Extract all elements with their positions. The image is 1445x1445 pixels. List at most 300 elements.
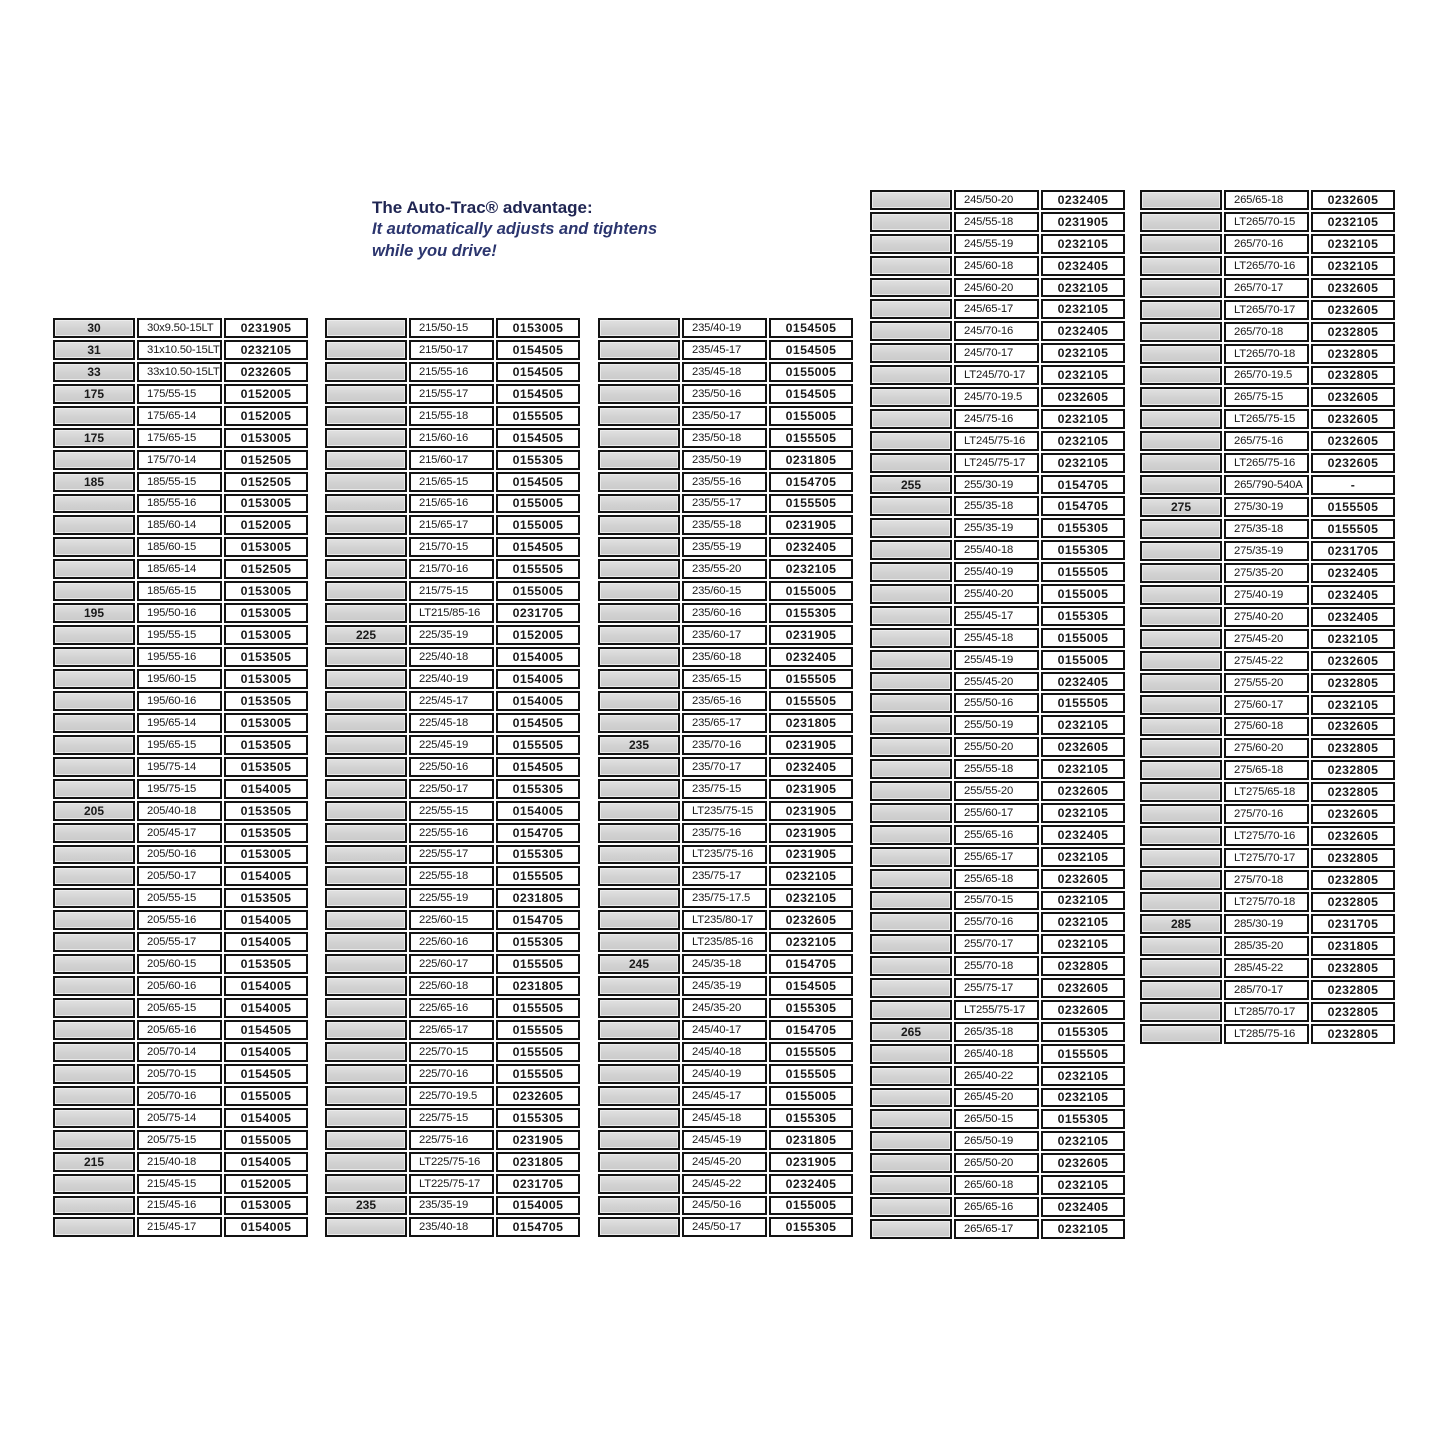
group-cell: 195	[53, 603, 135, 623]
size-cell: 175/65-14	[137, 406, 222, 426]
group-cell	[53, 450, 135, 470]
part-cell: 0155005	[496, 494, 580, 514]
group-cell: 285	[1140, 914, 1222, 934]
size-cell: 245/60-20	[954, 278, 1039, 298]
table-row	[53, 998, 308, 1018]
size-cell: 215/55-16	[409, 362, 494, 382]
table-row	[325, 1196, 580, 1216]
table-row	[325, 1108, 580, 1128]
part-cell: 0153005	[224, 581, 308, 601]
group-cell	[53, 1174, 135, 1194]
part-cell: 0232105	[1041, 343, 1125, 363]
table-row	[598, 1217, 853, 1237]
size-cell: 255/35-18	[954, 496, 1039, 516]
advantage-title: The Auto-Trac® advantage:	[372, 198, 593, 217]
group-cell	[598, 888, 680, 908]
group-cell	[870, 715, 952, 735]
group-cell	[870, 562, 952, 582]
part-cell: 0153505	[224, 647, 308, 667]
group-cell	[870, 1153, 952, 1173]
part-cell: 0232605	[1311, 826, 1395, 846]
size-cell: 245/40-18	[682, 1042, 767, 1062]
group-cell	[325, 910, 407, 930]
part-cell: 0152005	[496, 625, 580, 645]
part-cell: 0154705	[496, 1217, 580, 1237]
group-cell	[1140, 1002, 1222, 1022]
group-cell	[325, 845, 407, 865]
group-cell	[325, 406, 407, 426]
table-row	[870, 190, 1125, 210]
group-cell	[325, 713, 407, 733]
table-row	[598, 779, 853, 799]
group-cell	[1140, 475, 1222, 495]
table-row	[870, 737, 1125, 757]
part-cell: 0232605	[1311, 190, 1395, 210]
size-cell: LT245/75-16	[954, 431, 1039, 451]
table-row	[1140, 892, 1395, 912]
part-cell: 0155305	[769, 998, 853, 1018]
part-cell: 0155305	[1041, 540, 1125, 560]
table-row	[870, 584, 1125, 604]
size-table-3	[598, 318, 853, 1239]
part-cell: 0232605	[1311, 409, 1395, 429]
group-cell	[53, 1130, 135, 1150]
part-cell: 0231905	[769, 735, 853, 755]
part-cell: 0155505	[1041, 693, 1125, 713]
table-row	[325, 954, 580, 974]
part-cell: 0232605	[1311, 431, 1395, 451]
part-cell: 0232105	[1311, 234, 1395, 254]
group-cell	[598, 823, 680, 843]
size-cell: 235/75-17	[682, 866, 767, 886]
part-cell: 0154705	[769, 472, 853, 492]
size-cell: 215/55-18	[409, 406, 494, 426]
size-cell: 265/50-19	[954, 1131, 1039, 1151]
table-row	[325, 559, 580, 579]
table-row	[598, 932, 853, 952]
group-cell	[1140, 344, 1222, 364]
group-cell	[870, 1219, 952, 1239]
size-cell: 275/35-19	[1224, 541, 1309, 561]
part-cell: 0155305	[769, 603, 853, 623]
table-row	[325, 603, 580, 623]
group-cell	[598, 1042, 680, 1062]
table-row	[598, 1086, 853, 1106]
group-cell	[1140, 212, 1222, 232]
table-row	[53, 581, 308, 601]
group-cell	[1140, 366, 1222, 386]
group-cell	[598, 910, 680, 930]
size-cell: 275/70-16	[1224, 804, 1309, 824]
part-cell: 0232105	[1041, 278, 1125, 298]
part-cell: 0154005	[224, 1152, 308, 1172]
table-row	[53, 1064, 308, 1084]
part-cell: -	[1311, 475, 1395, 495]
group-cell	[1140, 387, 1222, 407]
group-cell	[598, 1152, 680, 1172]
group-cell	[870, 912, 952, 932]
size-cell: 195/60-16	[137, 691, 222, 711]
table-row	[870, 453, 1125, 473]
size-cell: 245/45-18	[682, 1108, 767, 1128]
table-row	[53, 801, 308, 821]
group-cell	[53, 494, 135, 514]
group-cell	[1140, 782, 1222, 802]
size-cell: 255/60-17	[954, 803, 1039, 823]
part-cell: 0232805	[1311, 958, 1395, 978]
group-cell	[1140, 190, 1222, 210]
table-row	[53, 954, 308, 974]
table-row	[870, 1175, 1125, 1195]
group-cell	[870, 409, 952, 429]
size-cell: 235/50-17	[682, 406, 767, 426]
size-cell: 265/50-15	[954, 1109, 1039, 1129]
size-cell: 245/75-16	[954, 409, 1039, 429]
group-cell	[53, 1064, 135, 1084]
table-row	[1140, 431, 1395, 451]
size-cell: 235/50-19	[682, 450, 767, 470]
size-cell: 225/40-18	[409, 647, 494, 667]
size-cell: 275/45-20	[1224, 629, 1309, 649]
part-cell: 0155505	[769, 1064, 853, 1084]
group-cell	[53, 976, 135, 996]
group-cell	[870, 453, 952, 473]
part-cell: 0154505	[224, 1020, 308, 1040]
size-cell: 245/60-18	[954, 256, 1039, 276]
part-cell: 0155505	[496, 1020, 580, 1040]
size-cell: LT275/70-17	[1224, 848, 1309, 868]
size-cell: LT275/70-18	[1224, 892, 1309, 912]
table-row	[53, 450, 308, 470]
part-cell: 0232105	[1041, 1131, 1125, 1151]
size-cell: 205/55-16	[137, 910, 222, 930]
table-row	[598, 691, 853, 711]
size-cell: 185/60-15	[137, 537, 222, 557]
group-cell	[53, 998, 135, 1018]
group-cell	[325, 1086, 407, 1106]
part-cell: 0154505	[496, 340, 580, 360]
table-row	[53, 888, 308, 908]
group-cell	[598, 581, 680, 601]
size-cell: LT275/65-18	[1224, 782, 1309, 802]
table-row	[870, 672, 1125, 692]
size-cell: 225/45-17	[409, 691, 494, 711]
size-cell: 255/70-17	[954, 934, 1039, 954]
size-cell: 225/60-16	[409, 932, 494, 952]
table-row	[598, 998, 853, 1018]
group-cell	[870, 1044, 952, 1064]
table-row	[870, 212, 1125, 232]
table-row	[1140, 782, 1395, 802]
group-cell	[53, 1217, 135, 1237]
size-cell: 225/55-15	[409, 801, 494, 821]
size-cell: 235/65-16	[682, 691, 767, 711]
size-cell: 235/55-18	[682, 515, 767, 535]
table-row	[870, 409, 1125, 429]
size-cell: 245/45-17	[682, 1086, 767, 1106]
size-cell: 255/50-19	[954, 715, 1039, 735]
table-row	[325, 888, 580, 908]
size-cell: 245/70-19.5	[954, 387, 1039, 407]
part-cell: 0231805	[496, 976, 580, 996]
table-row	[53, 866, 308, 886]
table-row	[598, 428, 853, 448]
part-cell: 0232405	[1041, 825, 1125, 845]
part-cell: 0232105	[1041, 365, 1125, 385]
size-cell: 185/55-15	[137, 472, 222, 492]
table-row	[598, 1196, 853, 1216]
table-row	[598, 559, 853, 579]
group-cell: 33	[53, 362, 135, 382]
part-cell: 0232105	[1041, 1219, 1125, 1239]
group-cell	[598, 1064, 680, 1084]
group-cell	[870, 672, 952, 692]
size-cell: 265/75-16	[1224, 431, 1309, 451]
table-row	[598, 1108, 853, 1128]
size-cell: 195/55-15	[137, 625, 222, 645]
group-cell	[870, 299, 952, 319]
table-row	[325, 515, 580, 535]
size-cell: 265/65-17	[954, 1219, 1039, 1239]
part-cell: 0232105	[769, 866, 853, 886]
table-row	[598, 1152, 853, 1172]
group-cell	[325, 866, 407, 886]
group-cell	[1140, 826, 1222, 846]
size-cell: 285/45-22	[1224, 958, 1309, 978]
group-cell	[870, 606, 952, 626]
group-cell	[1140, 892, 1222, 912]
table-row	[1140, 870, 1395, 890]
size-cell: 255/40-18	[954, 540, 1039, 560]
size-cell: LT255/75-17	[954, 1000, 1039, 1020]
size-cell: 235/55-17	[682, 494, 767, 514]
group-cell	[53, 1108, 135, 1128]
group-cell	[870, 212, 952, 232]
table-row	[870, 1022, 1125, 1042]
group-cell	[325, 450, 407, 470]
part-cell: 0232805	[1311, 344, 1395, 364]
table-row	[870, 934, 1125, 954]
size-cell: 265/35-18	[954, 1022, 1039, 1042]
part-cell: 0154705	[769, 954, 853, 974]
table-row	[325, 801, 580, 821]
table-row	[598, 910, 853, 930]
table-row	[53, 669, 308, 689]
table-row	[598, 669, 853, 689]
size-cell: 245/55-19	[954, 234, 1039, 254]
table-row	[53, 757, 308, 777]
group-cell	[1140, 431, 1222, 451]
group-cell	[53, 559, 135, 579]
group-cell	[870, 934, 952, 954]
size-cell: 235/60-18	[682, 647, 767, 667]
size-cell: LT275/70-16	[1224, 826, 1309, 846]
table-row	[53, 340, 308, 360]
table-row	[53, 976, 308, 996]
group-cell: 225	[325, 625, 407, 645]
group-cell	[1140, 958, 1222, 978]
part-cell: 0155305	[1041, 606, 1125, 626]
size-cell: 275/70-18	[1224, 870, 1309, 890]
part-cell: 0152005	[224, 384, 308, 404]
table-row	[598, 603, 853, 623]
table-row	[870, 1153, 1125, 1173]
group-cell	[53, 779, 135, 799]
table-row	[870, 693, 1125, 713]
size-cell: 275/40-20	[1224, 607, 1309, 627]
table-row	[325, 1086, 580, 1106]
size-cell: LT225/75-17	[409, 1174, 494, 1194]
part-cell: 0232105	[1041, 912, 1125, 932]
part-cell: 0232105	[1041, 453, 1125, 473]
size-cell: 255/40-19	[954, 562, 1039, 582]
table-row	[598, 888, 853, 908]
size-cell: 205/50-17	[137, 866, 222, 886]
part-cell: 0232405	[1311, 563, 1395, 583]
group-cell	[598, 340, 680, 360]
group-cell	[325, 603, 407, 623]
group-cell	[598, 845, 680, 865]
table-row	[598, 537, 853, 557]
group-cell	[325, 318, 407, 338]
group-cell	[1140, 409, 1222, 429]
table-row	[1140, 475, 1395, 495]
part-cell: 0154505	[496, 362, 580, 382]
part-cell: 0154505	[496, 537, 580, 557]
part-cell: 0154005	[496, 691, 580, 711]
size-cell: 185/60-14	[137, 515, 222, 535]
table-row	[1140, 278, 1395, 298]
group-cell: 185	[53, 472, 135, 492]
size-cell: 205/55-17	[137, 932, 222, 952]
table-row	[1140, 519, 1395, 539]
table-row	[598, 976, 853, 996]
table-row	[1140, 936, 1395, 956]
size-cell: 195/65-14	[137, 713, 222, 733]
part-cell: 0231805	[769, 1130, 853, 1150]
group-cell: 205	[53, 801, 135, 821]
size-cell: 195/50-16	[137, 603, 222, 623]
part-cell: 0153005	[224, 625, 308, 645]
table-row	[870, 1000, 1125, 1020]
table-row	[870, 256, 1125, 276]
group-cell	[53, 581, 135, 601]
part-cell: 0231705	[496, 1174, 580, 1194]
size-cell: 235/60-15	[682, 581, 767, 601]
size-cell: 215/75-15	[409, 581, 494, 601]
group-cell	[53, 1086, 135, 1106]
size-cell: 235/35-19	[409, 1196, 494, 1216]
table-row	[1140, 629, 1395, 649]
part-cell: 0232105	[1041, 409, 1125, 429]
table-row	[325, 757, 580, 777]
group-cell	[1140, 738, 1222, 758]
part-cell: 0153005	[224, 428, 308, 448]
part-cell: 0232405	[1041, 1197, 1125, 1217]
table-row	[870, 278, 1125, 298]
size-cell: 175/65-15	[137, 428, 222, 448]
part-cell: 0232605	[769, 910, 853, 930]
size-cell: 265/70-19.5	[1224, 366, 1309, 386]
size-cell: 225/55-16	[409, 823, 494, 843]
size-cell: 245/70-16	[954, 321, 1039, 341]
size-cell: 215/45-15	[137, 1174, 222, 1194]
part-cell: 0154005	[224, 1042, 308, 1062]
group-cell	[1140, 760, 1222, 780]
table-row	[53, 625, 308, 645]
group-cell	[870, 869, 952, 889]
part-cell: 0154005	[496, 647, 580, 667]
size-cell: 205/75-14	[137, 1108, 222, 1128]
group-cell	[53, 515, 135, 535]
group-cell	[1140, 717, 1222, 737]
part-cell: 0231805	[769, 713, 853, 733]
part-cell: 0155505	[769, 494, 853, 514]
group-cell	[1140, 629, 1222, 649]
group-cell	[1140, 870, 1222, 890]
group-cell	[598, 450, 680, 470]
group-cell	[325, 1108, 407, 1128]
group-cell	[598, 1196, 680, 1216]
size-cell: 265/65-16	[954, 1197, 1039, 1217]
part-cell: 0155505	[496, 954, 580, 974]
group-cell	[598, 1020, 680, 1040]
group-cell	[53, 691, 135, 711]
part-cell: 0231805	[769, 450, 853, 470]
group-cell	[598, 406, 680, 426]
table-row	[325, 362, 580, 382]
size-cell: LT235/85-16	[682, 932, 767, 952]
table-row	[1140, 958, 1395, 978]
table-row	[1140, 1024, 1395, 1044]
part-cell: 0231805	[496, 888, 580, 908]
group-cell	[1140, 519, 1222, 539]
part-cell: 0232105	[1311, 695, 1395, 715]
table-row	[1140, 322, 1395, 342]
group-cell	[53, 1042, 135, 1062]
group-cell	[53, 1020, 135, 1040]
table-row	[870, 540, 1125, 560]
part-cell: 0153005	[224, 537, 308, 557]
part-cell: 0232605	[1311, 651, 1395, 671]
part-cell: 0232805	[1041, 956, 1125, 976]
table-row	[325, 450, 580, 470]
table-row	[53, 537, 308, 557]
table-row	[870, 365, 1125, 385]
table-row	[598, 515, 853, 535]
table-row	[325, 406, 580, 426]
group-cell: 175	[53, 384, 135, 404]
group-cell: 30	[53, 318, 135, 338]
table-row	[870, 825, 1125, 845]
part-cell: 0232805	[1311, 366, 1395, 386]
group-cell	[53, 910, 135, 930]
table-row	[53, 647, 308, 667]
group-cell	[598, 472, 680, 492]
group-cell	[325, 691, 407, 711]
table-row	[325, 932, 580, 952]
table-row	[325, 494, 580, 514]
size-cell: LT285/70-17	[1224, 1002, 1309, 1022]
size-cell: 255/40-20	[954, 584, 1039, 604]
group-cell	[53, 406, 135, 426]
table-row	[870, 343, 1125, 363]
size-cell: 175/55-15	[137, 384, 222, 404]
group-cell	[1140, 541, 1222, 561]
size-cell: 245/40-17	[682, 1020, 767, 1040]
group-cell	[598, 932, 680, 952]
size-cell: 255/65-16	[954, 825, 1039, 845]
